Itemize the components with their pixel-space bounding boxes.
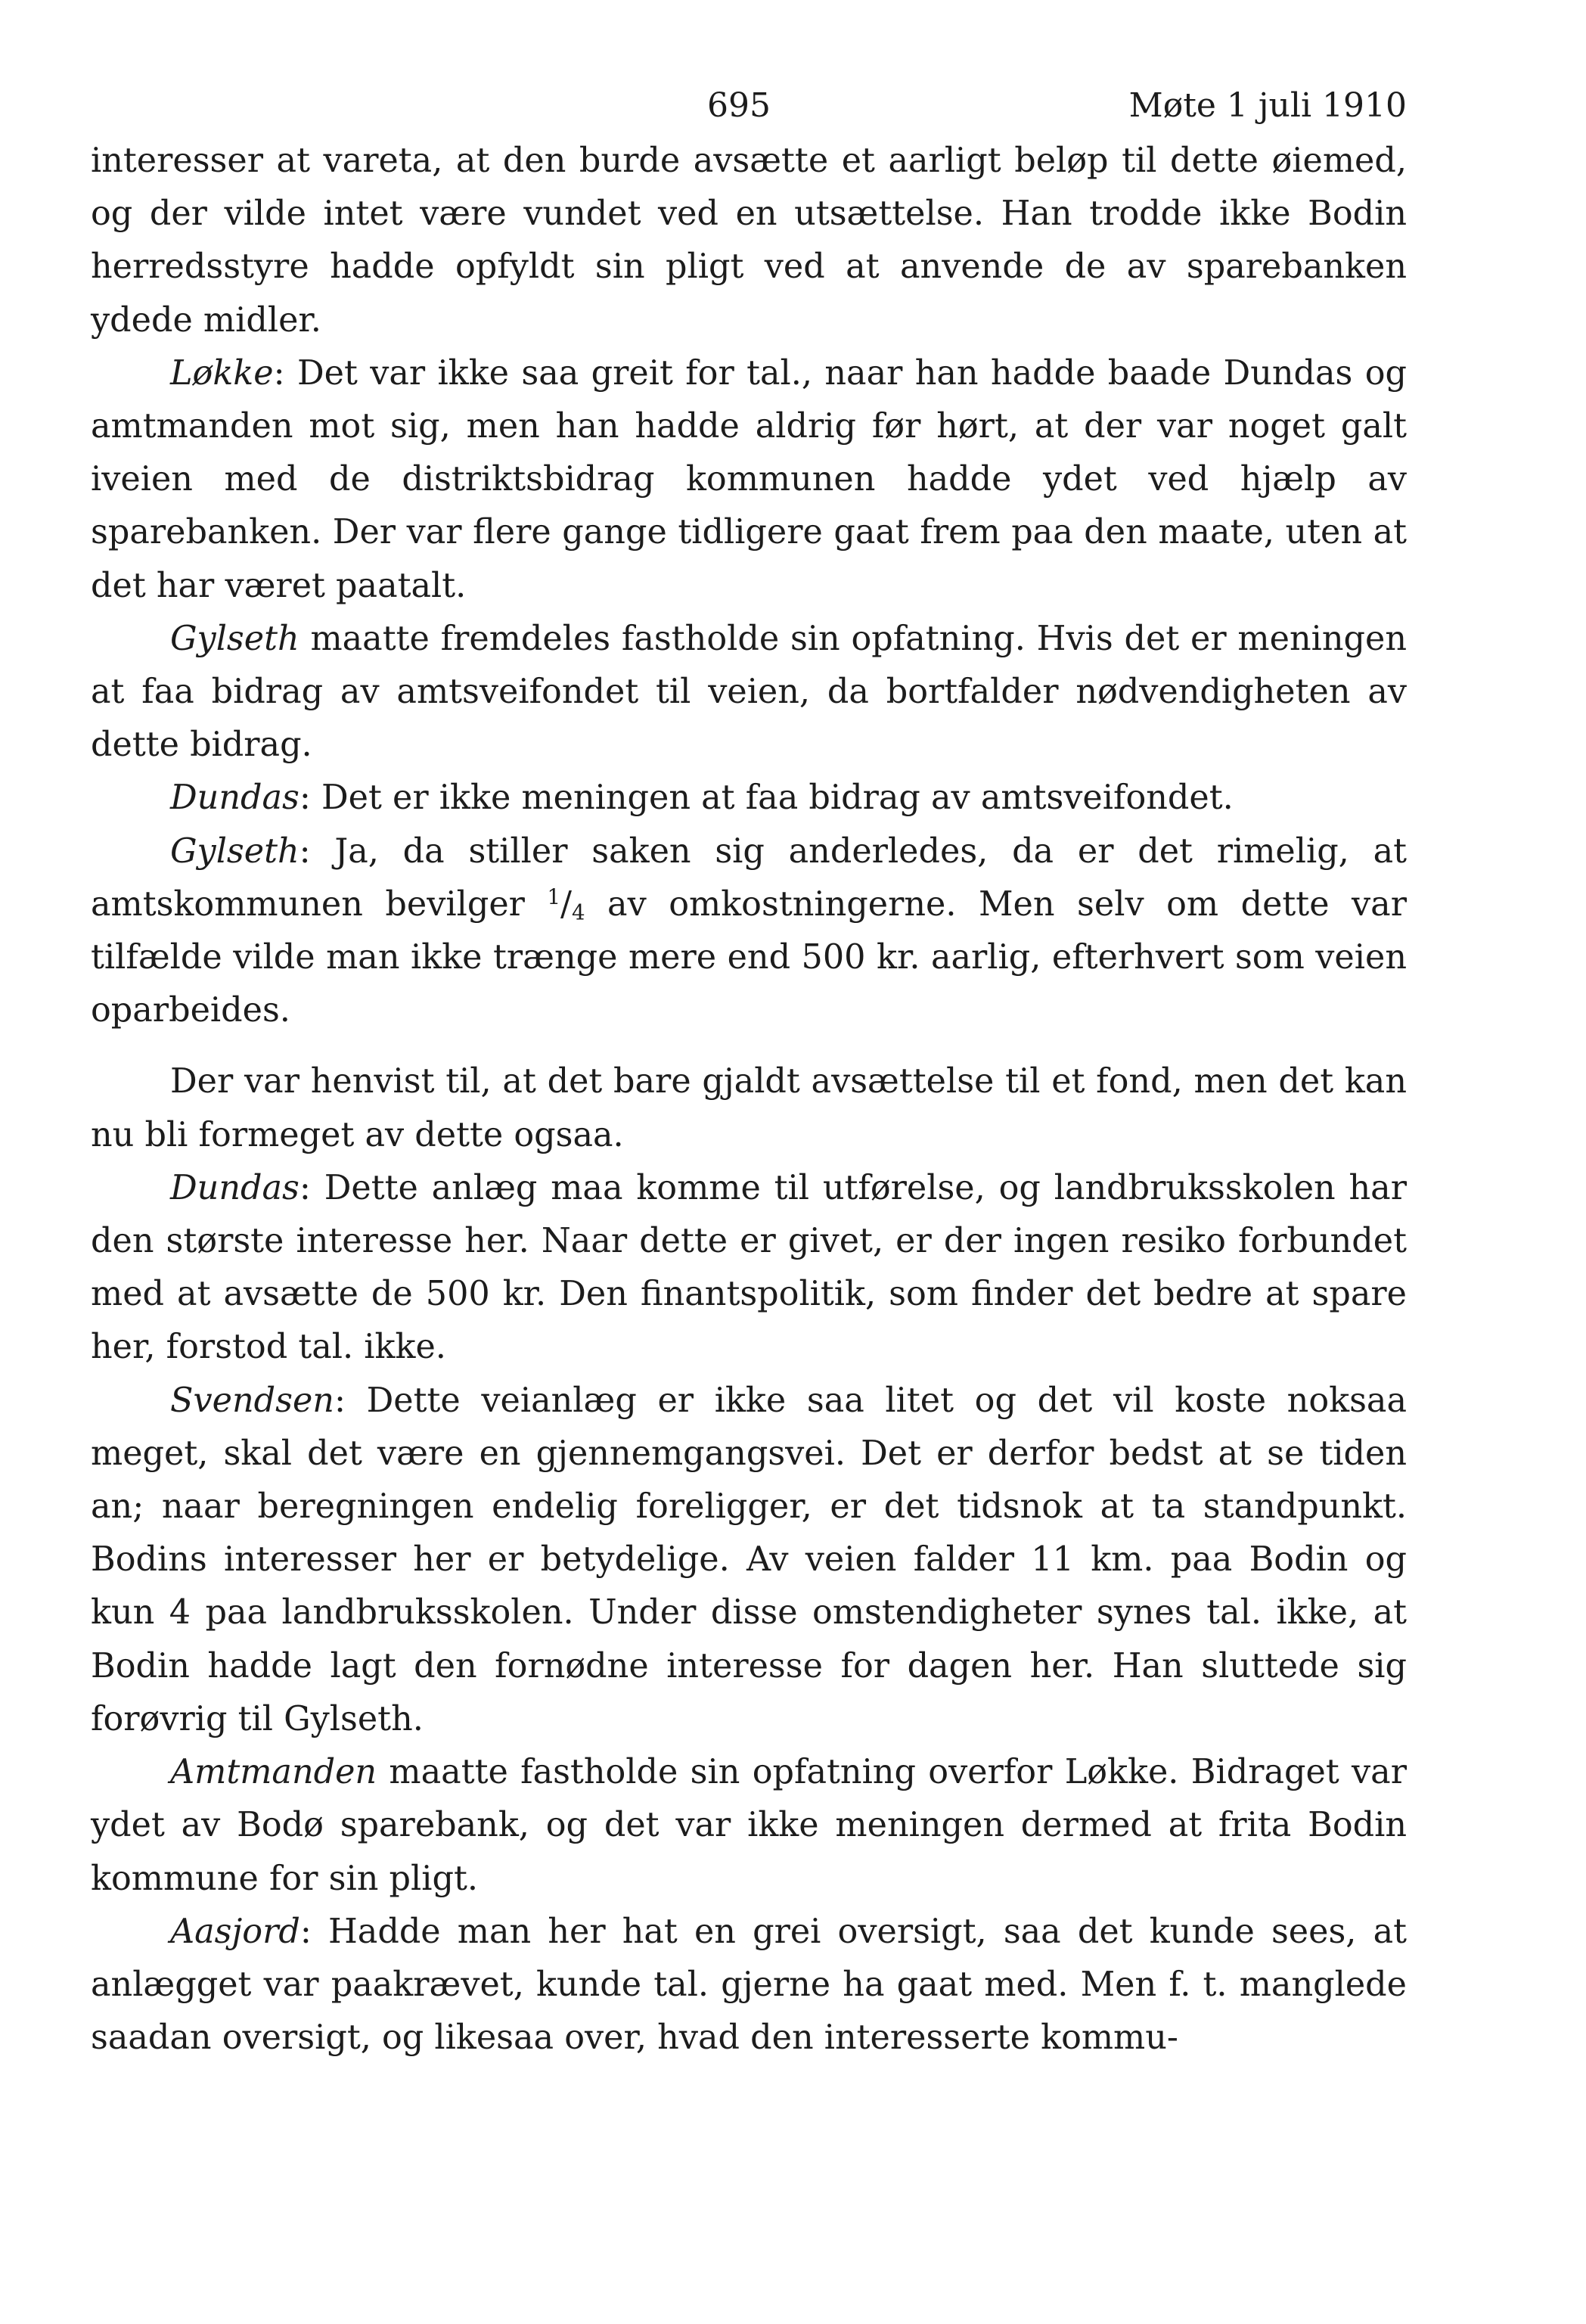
paragraph: [91, 1375, 1407, 1746]
paragraph: [91, 1746, 1407, 1906]
paragraph: [91, 135, 1407, 347]
speaker-name: Løkke: [170, 353, 274, 393]
paragraph: [91, 1055, 1407, 1161]
speaker-name: Dundas: [170, 1168, 300, 1207]
speaker-name: Gylseth: [170, 619, 300, 658]
speaker-name: Svendsen: [170, 1381, 334, 1420]
speaker-name: Gylseth: [170, 831, 300, 871]
meeting-date: Møte 1 juli 1910: [1128, 86, 1407, 125]
speaker-name: Aasjord: [170, 1912, 300, 1951]
speaker-separator: :: [299, 1168, 311, 1207]
speaker-separator: :: [300, 1912, 312, 1951]
paragraph-text-before-fraction: Ja, da stiller saken sig anderledes, da er det rimelig, at amtskommunen bevilger: [91, 831, 1407, 924]
paragraph-text: Det er ikke meningen at faa bidrag av amtsveifondet.: [310, 778, 1234, 818]
paragraph: [91, 825, 1407, 1038]
document-body: [91, 135, 1407, 2065]
page-number: 695: [707, 86, 771, 125]
fraction-denominator: 4: [572, 899, 585, 925]
fraction: $^1/_4$: [547, 884, 585, 925]
speaker-separator: :: [299, 778, 311, 818]
paragraph: [91, 1162, 1407, 1375]
speaker-name: Dundas: [170, 778, 300, 818]
paragraph-text: maatte fastholde sin opfatning overfor Løkke. Bidraget var ydet av Bodø sparebank, og det var ikke meningen dermed at frita Bodin kommune for sin pligt.: [91, 1753, 1407, 1898]
paragraph-text: Der var henvist til, at det bare gjaldt avsættelse til et fond, men det kan nu bli formeget av dette ogsaa.: [91, 1062, 1407, 1154]
speaker-name: Amtmanden: [170, 1753, 377, 1792]
paragraph: [91, 772, 1407, 825]
page-header: [91, 83, 1407, 129]
speaker-separator: :: [299, 831, 311, 871]
paragraph-text: Hadde man her hat en grei oversigt, saa det kunde sees, at anlægget var paakrævet, kunde tal. gjerne ha gaat med. Men f. t. manglede saadan oversigt, og likesaa over, hvad den interesserte kommu-: [91, 1912, 1407, 2058]
paragraph-text: Dette veianlæg er ikke saa litet og det vil koste noksaa meget, skal det være en gjennemgangsvei. Det er derfor bedst at se tiden an; naar beregningen endelig foreligger, er det tidsnok at ta standpunkt. Bodins interesser her er betydelige. Av veien falder 11 km. paa Bodin og kun 4 paa landbruksskolen. Under disse omstendigheter synes tal. ikke, at Bodin hadde lagt den fornødne interesse for dagen her. Han sluttede sig forøvrig til Gylseth.: [91, 1381, 1407, 1738]
document-page: [91, 83, 1407, 2065]
paragraph-text: interesser at vareta, at den burde avsætte et aarligt beløp til dette øiemed, og der vilde intet være vundet ved en utsættelse. Han trodde ikke Bodin herredsstyre hadde opfyldt sin pligt ved at anvende de av sparebanken ydede midler.: [91, 141, 1407, 340]
fraction-numerator: 1: [547, 884, 560, 909]
paragraph-text: Det var ikke saa greit for tal., naar han hadde baade Dundas og amtmanden mot sig, men han hadde aldrig før hørt, at der var noget galt iveien med de distriktsbidrag kommunen hadde ydet ved hjælp av sparebanken. Der var flere gange tidligere gaat frem paa den maate, uten at det har været paatalt.: [91, 353, 1407, 605]
paragraph: [91, 1906, 1407, 2065]
speaker-separator: :: [273, 353, 285, 393]
paragraph-text: maatte fremdeles fastholde sin opfatning. Hvis det er meningen at faa bidrag av amtsveifondet til veien, da bortfalder nødvendigheten av dette bidrag.: [91, 619, 1407, 765]
paragraph-text: Dette anlæg maa komme til utførelse, og landbruksskolen har den største interesse her. Naar dette er givet, er der ingen resiko forbundet med at avsætte de 500 kr. Den finantspolitik, som finder det bedre at spare her, forstod tal. ikke.: [91, 1168, 1407, 1367]
speaker-separator: :: [334, 1381, 346, 1420]
paragraph-text: av omkostningerne. Men selv om dette var tilfælde vilde man ikke trænge mere end 500 kr. aarlig, efterhvert som veien oparbeides.: [91, 884, 1407, 1030]
paragraph: [91, 347, 1407, 613]
paragraph: [91, 613, 1407, 772]
